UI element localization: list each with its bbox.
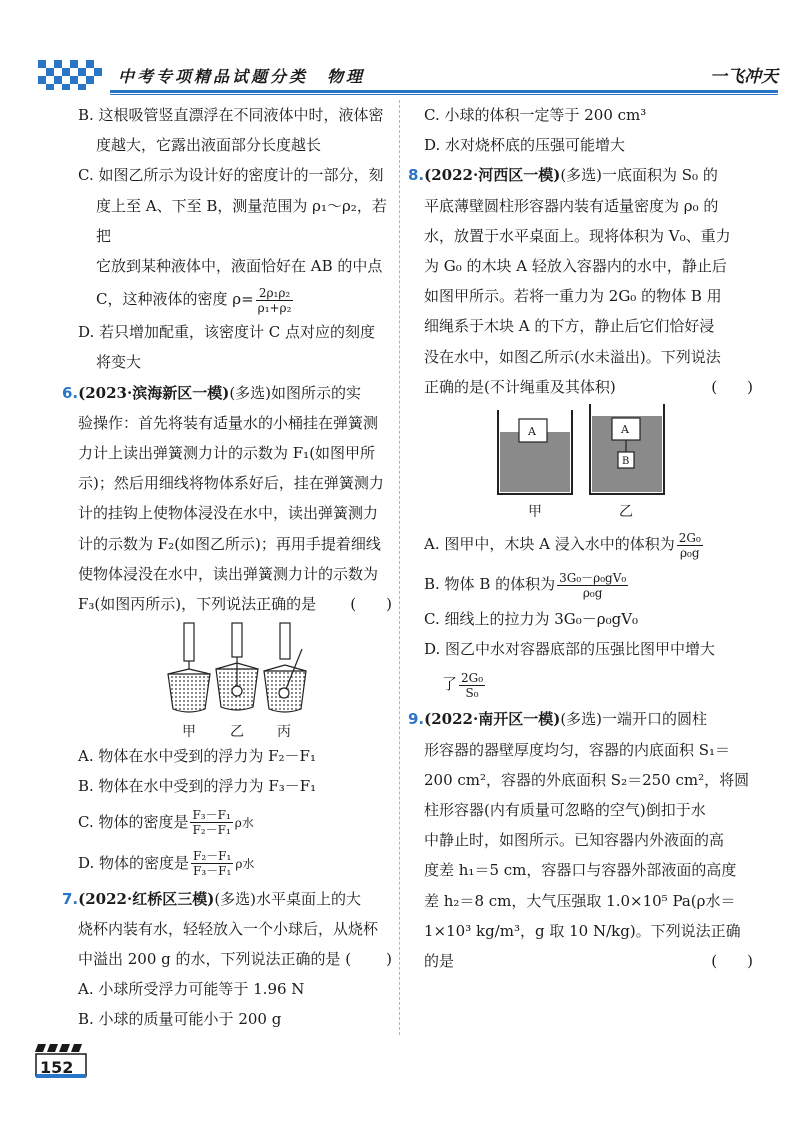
- q8-a-den: ρ₀g: [679, 545, 700, 560]
- q8-d2-num: 2G₀: [461, 670, 484, 685]
- q8-option-a: [408, 524, 753, 564]
- q5-option-c-line2: 度上至 A、下至 B，测量范围为 ρ₁～ρ₂，若把: [96, 196, 387, 245]
- figure-jia-setup: [168, 623, 210, 712]
- q6-c-num: F₃－F₁: [192, 808, 231, 823]
- q6-d-num: F₂－F₁: [193, 849, 232, 864]
- column-divider: [399, 100, 400, 1035]
- q9-stem-line5: 中静止时，如图所示。已知容器内外液面的高: [424, 831, 725, 850]
- page-header: [38, 58, 778, 94]
- q6-figure: [62, 619, 392, 741]
- header-title: 中考专项精品试题分类 物理: [118, 67, 366, 86]
- q8-number: 8.: [408, 166, 425, 185]
- q8-block-a-jia: A: [528, 425, 536, 439]
- page-number: 152: [40, 1058, 74, 1077]
- q6-stem-line1: [62, 378, 392, 408]
- header-rule-thin: [110, 94, 778, 95]
- q8-a-num: 2G₀: [678, 530, 701, 545]
- q8-b-den: ρ₀g: [582, 585, 603, 600]
- q9-number: 9.: [408, 710, 425, 729]
- q7-option-d: D. 水对烧杯底的压强可能增大: [424, 136, 626, 155]
- q8-figure: [408, 402, 753, 524]
- q5-option-c-line3: 它放到某种液体中，液面恰好在 AB 的中点: [96, 257, 383, 276]
- q6-fig-label-jia: 甲: [182, 724, 196, 741]
- q5-option-b-line1: B. 这根吸管竖直漂浮在不同液体中时，液体密: [78, 106, 384, 124]
- checker-logo-icon: [38, 60, 108, 90]
- q9-stem-line6: 度差 h₁＝5 cm，容器口与容器外部液面的高度: [424, 861, 737, 880]
- q8-stem-line8: [408, 372, 753, 402]
- q8-d2-fraction: [459, 671, 485, 700]
- q5-option-c-line1: C. 如图乙所示为设计好的密度计的一部分，刻: [78, 166, 384, 185]
- q8-block-a-yi: A: [621, 423, 629, 437]
- q6-fig-label-yi: 乙: [230, 724, 244, 741]
- q8-option-b: [408, 564, 753, 604]
- q7-source: (2022·红桥区三模): [78, 889, 215, 908]
- q5-option-d-line2: 将变大: [96, 353, 142, 372]
- q6-d-prefix: D. 物体的密度是: [78, 853, 190, 872]
- q8-a-prefix: A. 图甲中，木块 A 浸入水中的体积为: [424, 535, 675, 554]
- q6-stem-line5: 计的挂钩上使物体浸没在水中，读出弹簧测力: [78, 504, 379, 523]
- q6-option-d: [62, 843, 392, 884]
- q9-stem-line4: 柱形容器(内有质量可忽略的空气)倒扣于水: [424, 801, 706, 820]
- q6-option-b: B. 物体在水中受到的浮力为 F₃－F₁: [78, 777, 317, 796]
- q8-stem-line2: 平底薄壁圆柱形容器内装有适量密度为 ρ₀ 的: [424, 196, 719, 215]
- q6-d-den: F₃－F₁: [193, 864, 232, 879]
- q6-text-0: (多选)如图所示的实: [229, 383, 362, 402]
- q7-stem-line1: [62, 884, 392, 914]
- q8-stem-line4: 为 G₀ 的木块 A 轻放入容器内的水中，静止后: [424, 257, 727, 276]
- q8-block-b: B: [622, 456, 630, 468]
- q6-source: (2023·滨海新区一模): [78, 383, 230, 402]
- q9-stem-line1: [408, 704, 753, 734]
- q8-b-num: 3G₀－ρ₀gV₀: [559, 570, 627, 585]
- left-column: [62, 100, 392, 1035]
- header-brand: 一飞冲天: [710, 67, 778, 87]
- header-rule: [110, 90, 778, 93]
- q5-fraction-num: 2ρ₁ρ₂: [256, 286, 294, 301]
- q6-c-suffix: ρ水: [234, 815, 254, 830]
- q5-option-d-line1: D. 若只增加配重，该密度计 C 点对应的刻度: [78, 323, 376, 342]
- q5-option-b-line2: 度越大，它露出液面部分长度越长: [96, 136, 322, 155]
- q5-fraction-den: ρ₁+ρ₂: [257, 300, 292, 315]
- q9-source: (2022·南开区一模): [424, 710, 561, 729]
- figure-container-jia: [498, 410, 572, 494]
- q6-stem-line8: [62, 589, 392, 619]
- q8-text-0: (多选)一底面积为 S₀ 的: [560, 166, 718, 185]
- q6-option-a: A. 物体在水中受到的浮力为 F₂－F₁: [78, 747, 316, 766]
- q8-answer-paren: ( ): [711, 377, 753, 396]
- q8-fig-label-jia: 甲: [528, 504, 542, 521]
- q6-stem-line3: 力计上读出弹簧测力计的示数为 F₁(如图甲所: [78, 444, 376, 463]
- q8-stem-line1: [408, 160, 753, 190]
- q7-paren-end: ): [386, 950, 392, 969]
- q5-formula-prefix: C，这种液体的密度 ρ=: [96, 290, 254, 309]
- q6-answer-paren: ( ): [350, 595, 392, 614]
- q7-option-b: B. 小球的质量可能小于 200 g: [78, 1010, 282, 1029]
- figure-bing-setup: [264, 623, 306, 712]
- q8-d2-prefix: 了: [442, 675, 458, 694]
- q7-text-0: (多选)水平桌面上的大: [214, 889, 362, 908]
- q8-stem-line3: 水，放置于水平桌面上。现将体积为 V₀、重力: [424, 226, 731, 245]
- q7-option-a: A. 小球所受浮力可能等于 1.96 N: [78, 980, 305, 999]
- figure-container-yi: [590, 404, 664, 494]
- q5-option-c-formula: [62, 281, 392, 317]
- q9-stem-line7: 差 h₂＝8 cm，大气压强取 1.0×10⁵ Pa(ρ水＝: [424, 891, 736, 910]
- q5-density-fraction: [256, 286, 294, 315]
- q8-fig-label-yi: 乙: [619, 504, 633, 521]
- q6-stem-line6: 计的示数为 F₂(如图乙所示)；再用手提着细线: [78, 534, 381, 553]
- q6-fig-label-bing: 丙: [277, 724, 291, 741]
- q6-stem-line7: 使物体浸没在水中，读出弹簧测力计的示数为: [78, 564, 379, 583]
- q6-d-fraction: [191, 849, 233, 878]
- q8-source: (2022·河西区一模): [424, 166, 561, 185]
- q7-stem-line2: 烧杯内装有水，轻轻放入一个小球后，从烧杯: [78, 919, 379, 938]
- figure-yi-setup: [216, 623, 258, 710]
- q6-c-prefix: C. 物体的密度是: [78, 812, 189, 831]
- q8-stem-line5: 如图甲所示。若将一重力为 2G₀ 的物体 B 用: [424, 287, 722, 306]
- q7-stem-line3: [62, 944, 392, 974]
- q8-stem-line7: 没在水中，如图乙所示(水未溢出)。下列说法: [424, 347, 721, 366]
- q8-b-fraction: [557, 571, 628, 600]
- q9-text-8: 的是: [424, 952, 455, 971]
- q8-text-7: 正确的是(不计绳重及其体积): [424, 377, 616, 396]
- q6-c-fraction: [190, 808, 232, 837]
- q8-option-d-line2: [408, 664, 753, 704]
- q9-stem-line2: 形容器的器壁厚度均匀，容器的内底面积 S₁＝: [424, 740, 731, 759]
- q9-text-0: (多选)一端开口的圆柱: [560, 710, 708, 729]
- q8-d2-den: S₀: [465, 685, 479, 700]
- q7-option-c: C. 小球的体积一定等于 200 cm³: [424, 106, 647, 124]
- q6-option-c: [62, 802, 392, 843]
- page-number-badge: [34, 1040, 94, 1080]
- q6-stem-line4: 示)；然后用细线将物体系好后，挂在弹簧测力: [78, 474, 384, 493]
- q9-answer-paren: ( ): [711, 952, 753, 971]
- q7-text-2: 中溢出 200 g 的水，下列说法正确的是 (: [78, 950, 352, 969]
- q7-number: 7.: [62, 889, 79, 908]
- q6-text-7: F₃(如图丙所示)，下列说法正确的是: [78, 595, 317, 614]
- q9-stem-line9: [408, 946, 753, 976]
- q8-option-d: D. 图乙中水对容器底部的压强比图甲中增大: [424, 640, 716, 659]
- q8-b-prefix: B. 物体 B 的体积为: [424, 575, 556, 594]
- q6-c-den: F₂－F₁: [192, 823, 231, 838]
- right-column: [408, 100, 753, 976]
- q6-d-suffix: ρ水: [235, 856, 255, 871]
- q6-stem-line2: 验操作：首先将装有适量水的小桶挂在弹簧测: [78, 413, 379, 432]
- q9-stem-line3: 200 cm²，容器的外底面积 S₂＝250 cm²，将圆: [424, 770, 750, 789]
- q8-a-fraction: [677, 531, 703, 560]
- q9-stem-line8: 1×10³ kg/m³，g 取 10 N/kg)。下列说法正确: [424, 921, 741, 940]
- q8-option-c: C. 细线上的拉力为 3G₀－ρ₀gV₀: [424, 610, 639, 629]
- q6-number: 6.: [62, 383, 79, 402]
- q8-stem-line6: 细绳系于木块 A 的下方，静止后它们恰好浸: [424, 317, 715, 336]
